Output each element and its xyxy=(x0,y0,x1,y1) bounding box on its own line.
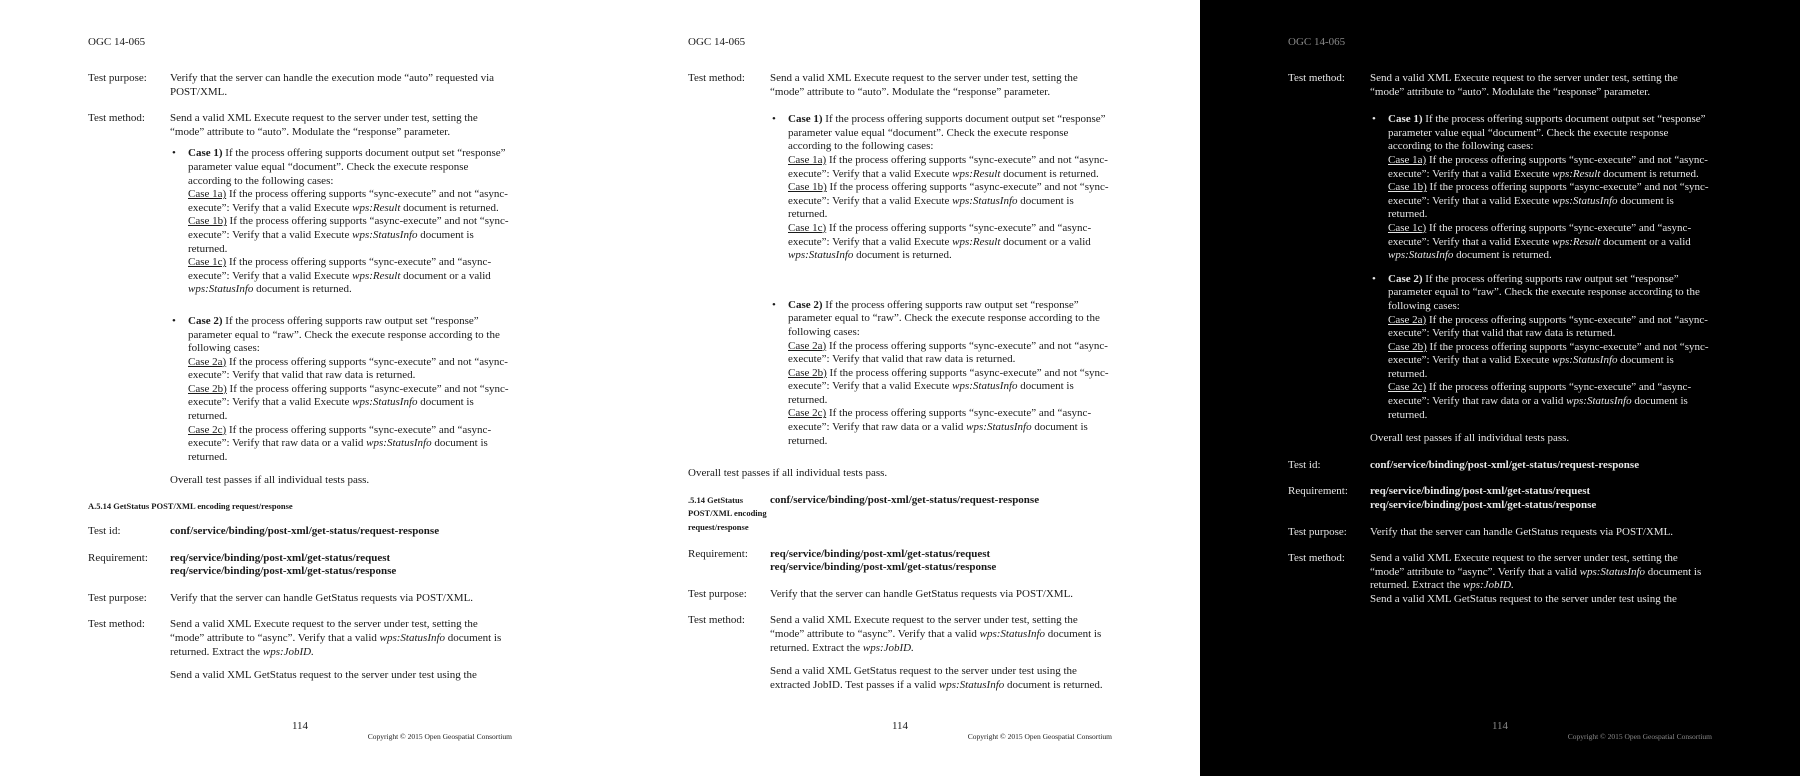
method-text: Send a valid XML Execute request to the server under test, setting the “mode” attribute to “auto”. Modulate the “response” parameter. xyxy=(170,112,478,138)
subcase-label: Case 2a) xyxy=(1388,313,1427,326)
case-title: Case 2) xyxy=(1388,272,1423,285)
subcase-text: If the process offering supports “sync-execute” and not “async-execute”: Verify that a valid Execute xyxy=(188,188,508,214)
method-text-2 xyxy=(770,665,1112,692)
subcase-text: If the process offering supports “async-execute” and not “sync-execute”: Verify that a valid Execute xyxy=(788,181,1109,207)
field-label: Test method: xyxy=(688,614,745,627)
requirement-line: req/service/binding/post-xml/get-status/request xyxy=(170,551,391,564)
test-method-row xyxy=(688,72,1112,458)
subcase-label: Case 2b) xyxy=(188,382,227,395)
method-text: Send a valid XML GetStatus request to the server under test using the xyxy=(1370,593,1677,605)
subcase-text: document is returned. xyxy=(188,396,474,423)
case-list xyxy=(1370,113,1712,422)
case-2 xyxy=(1388,273,1712,423)
test-purpose-row xyxy=(88,72,512,99)
overall-row xyxy=(688,467,1112,481)
field-label: Test purpose: xyxy=(688,587,747,600)
type-name: wps:Result xyxy=(352,201,401,214)
document-id: OGC 14-065 xyxy=(688,36,746,48)
subcase-label: Case 1a) xyxy=(188,188,227,201)
case-intro: If the process offering supports raw output set “response” parameter equal to “raw”. Check the execute response according to the following cases: xyxy=(788,298,1100,338)
method-text: Send a valid XML Execute request to the server under test, setting the “mode” attribute to “async”. Verify that a valid xyxy=(770,614,1078,640)
subcase-text: document is returned. xyxy=(788,194,1074,221)
case-1 xyxy=(1388,113,1712,263)
subcase-text: If the process offering supports “sync-execute” and “async-execute”: Verify that raw data or a valid xyxy=(188,423,492,450)
subcase-text: If the process offering supports “sync-execute” and “async-execute”: Verify that raw data or a valid xyxy=(1388,381,1692,408)
subcase-text: If the process offering supports “sync-execute” and not “async-execute”: Verify that valid that raw data is returned. xyxy=(188,355,508,382)
requirement-line: req/service/binding/post-xml/get-status/response xyxy=(170,565,397,578)
field-value: Verify that the server can handle GetStatus requests via POST/XML. xyxy=(170,591,474,604)
subcase-text: document is returned. xyxy=(1388,354,1674,380)
type-name: wps:StatusInfo xyxy=(1566,395,1632,408)
field-label: Test id: xyxy=(1288,458,1321,471)
type-name: wps:StatusInfo xyxy=(1552,354,1618,367)
case-title: Case 1) xyxy=(788,113,823,126)
subcase-text: document or a valid xyxy=(1003,235,1091,248)
case-1 xyxy=(788,113,1112,263)
field-value xyxy=(1370,72,1712,446)
field-label: Test method: xyxy=(88,618,145,631)
type-name: wps:JobID. xyxy=(862,641,914,654)
type-name: wps:StatusInfo xyxy=(938,678,1005,691)
subcase-text: If the process offering supports “async-execute” and not “sync-execute”: Verify that a valid Execute xyxy=(188,215,509,241)
test-id-row xyxy=(88,525,512,539)
requirement-value xyxy=(1370,485,1712,512)
subcase-label: Case 2c) xyxy=(788,407,827,420)
subcase-text: If the process offering supports “async-execute” and not “sync-execute”: Verify that a valid Execute xyxy=(788,366,1109,393)
copyright: Copyright © 2015 Open Geospatial Consortium xyxy=(1567,732,1712,741)
subcase-label: Case 1c) xyxy=(188,256,227,269)
type-name: wps:StatusInfo xyxy=(1579,565,1646,578)
field-value: Verify that the server can handle the execution mode “auto” requested via POST/XML. xyxy=(170,72,495,98)
subcase-text: document is returned. xyxy=(1456,249,1552,262)
page-content xyxy=(88,72,512,696)
type-name: wps:StatusInfo xyxy=(352,228,418,241)
field-value xyxy=(770,614,1112,692)
type-name: wps:JobID. xyxy=(1462,579,1514,592)
subcase-label: Case 1b) xyxy=(188,215,227,228)
field-label: Requirement: xyxy=(1288,485,1348,498)
subcase-label: Case 1b) xyxy=(788,181,827,194)
subcase-text: If the process offering supports “sync-execute” and not “async-execute”: Verify that a valid Execute xyxy=(788,153,1108,180)
method-text: document is returned. xyxy=(1007,678,1103,691)
method-text: document is returned. Extract the xyxy=(170,632,502,658)
field-label: Requirement: xyxy=(688,547,748,560)
subcase-label: Case 1c) xyxy=(788,221,827,234)
type-name: wps:StatusInfo xyxy=(1388,249,1454,262)
test-id-value: conf/service/binding/post-xml/get-status/request-response xyxy=(170,525,440,538)
type-name: wps:Result xyxy=(1552,235,1601,248)
type-name: wps:StatusInfo xyxy=(952,380,1018,393)
test-id-value: conf/service/binding/post-xml/get-status/request-response xyxy=(770,493,1040,506)
subcase-label: Case 1a) xyxy=(788,153,827,166)
subcase-text: If the process offering supports “sync-execute” and “async-execute”: Verify that a valid Execute xyxy=(188,256,492,282)
subcase-text: document is returned. xyxy=(1388,194,1674,221)
test-id-row xyxy=(688,494,1112,535)
method-text: Send a valid XML Execute request to the server under test, setting the “mode” attribute to “auto”. Modulate the “response” parameter. xyxy=(770,72,1078,98)
subcase-label: Case 2c) xyxy=(188,423,227,436)
type-name: wps:Result xyxy=(952,235,1001,248)
case-2 xyxy=(188,315,512,465)
requirement-row xyxy=(88,552,512,579)
type-name: wps:StatusInfo xyxy=(952,194,1018,207)
type-name: wps:StatusInfo xyxy=(979,628,1046,640)
document-id: OGC 14-065 xyxy=(1288,36,1346,48)
case-intro: If the process offering supports document output set “response” parameter value equal “document”. Check the execute response according to the following cases: xyxy=(788,113,1106,153)
test-method-row xyxy=(1288,552,1712,606)
requirement-line: req/service/binding/post-xml/get-status/request xyxy=(1370,485,1591,498)
field-label: Test method: xyxy=(88,112,145,125)
case-list xyxy=(770,113,1112,448)
case-title: Case 1) xyxy=(188,147,223,160)
page-content xyxy=(1288,72,1712,620)
type-name: wps:StatusInfo xyxy=(966,421,1032,434)
case-title: Case 2) xyxy=(788,298,823,311)
requirement-value xyxy=(770,548,1112,575)
subcase-text: document or a valid xyxy=(1603,235,1691,248)
case-1 xyxy=(188,147,512,297)
requirement-line: req/service/binding/post-xml/get-status/response xyxy=(1370,499,1597,512)
subcase-text: document is returned. xyxy=(256,283,352,296)
type-name: wps:Result xyxy=(352,269,401,282)
test-id-row xyxy=(1288,459,1712,473)
method-text: document is returned. Extract the xyxy=(770,628,1102,654)
requirement-line: req/service/binding/post-xml/get-status/response xyxy=(770,561,997,574)
subcase-label: Case 1c) xyxy=(1388,221,1427,234)
subcase-text: If the process offering supports “async-execute” and not “sync-execute”: Verify that a valid Execute xyxy=(1388,340,1709,367)
document-page-2 xyxy=(600,0,1200,776)
case-title: Case 1) xyxy=(1388,113,1423,126)
subcase-label: Case 2b) xyxy=(788,366,827,379)
subcase-text: document is returned. xyxy=(788,421,1088,447)
subcase-text: document or a valid xyxy=(403,269,491,282)
subcase-label: Case 2a) xyxy=(188,355,227,368)
requirement-row xyxy=(688,548,1112,575)
subcase-text: If the process offering supports “sync-execute” and “async-execute”: Verify that a valid Execute xyxy=(788,221,1092,248)
subcase-text: document is returned. xyxy=(788,380,1074,406)
overall-text: Overall test passes if all individual tests pass. xyxy=(1370,432,1570,445)
field-value xyxy=(770,72,1112,458)
type-name: wps:StatusInfo xyxy=(352,396,418,409)
document-page-1 xyxy=(0,0,600,776)
subcase-text: document is returned. xyxy=(1603,167,1699,180)
requirement-line: req/service/binding/post-xml/get-status/request xyxy=(770,547,991,560)
type-name: wps:StatusInfo xyxy=(188,283,254,296)
case-list xyxy=(170,147,512,464)
subcase-text: document is returned. xyxy=(1388,395,1688,421)
subcase-text: If the process offering supports “sync-execute” and “async-execute”: Verify that a valid Execute xyxy=(1388,221,1692,248)
subcase-text: document is returned. xyxy=(1003,167,1099,180)
subcase-label: Case 2b) xyxy=(1388,340,1427,353)
method-text: Send a valid XML GetStatus request to the server under test using the extracted JobID. Test passes if a valid xyxy=(770,665,1077,691)
subcase-text: If the process offering supports “sync-execute” and not “async-execute”: Verify that a valid Execute xyxy=(1388,153,1708,180)
method-text: Send a valid XML Execute request to the server under test, setting the “mode” attribute to “auto”. Modulate the “response” parameter. xyxy=(1370,72,1678,98)
test-method-row xyxy=(88,618,512,682)
case-title: Case 2) xyxy=(188,314,223,327)
test-id-value: conf/service/binding/post-xml/get-status/request-response xyxy=(1370,458,1640,471)
subcase-text: document is returned. xyxy=(856,249,952,262)
document-page-3-inverted xyxy=(1200,0,1800,776)
subcase-label: Case 2c) xyxy=(1388,381,1427,394)
stray-label: .5.14 GetStatus POST/XML encoding request/response xyxy=(688,494,767,533)
subcase-text: document is returned. xyxy=(188,228,474,255)
test-purpose-row xyxy=(688,588,1112,602)
case-intro: If the process offering supports raw output set “response” parameter equal to “raw”. Check the execute response according to the following cases: xyxy=(1388,272,1700,312)
method-text: Send a valid XML GetStatus request to the server under test using the xyxy=(170,669,477,682)
overall-text: Overall test passes if all individual tests pass. xyxy=(688,467,888,480)
requirement-value xyxy=(170,552,512,579)
test-purpose-row xyxy=(1288,526,1712,540)
page-number: 114 xyxy=(891,720,909,732)
method-text: document is returned. Extract the xyxy=(1370,565,1702,592)
type-name: wps:JobID. xyxy=(262,645,314,658)
field-label: Test id: xyxy=(88,525,121,538)
field-value: Verify that the server can handle GetStatus requests via POST/XML. xyxy=(770,587,1074,600)
type-name: wps:StatusInfo xyxy=(788,249,854,262)
subcase-text: If the process offering supports “async-execute” and not “sync-execute”: Verify that a valid Execute xyxy=(188,382,509,409)
subcase-text: If the process offering supports “sync-execute” and not “async-execute”: Verify that valid that raw data is returned. xyxy=(788,339,1108,366)
field-value xyxy=(170,112,512,488)
copyright: Copyright © 2015 Open Geospatial Consortium xyxy=(967,732,1112,741)
case-intro: If the process offering supports document output set “response” parameter value equal “document”. Check the execute response according to the following cases: xyxy=(1388,113,1706,153)
subcase-text: document is returned. xyxy=(403,201,499,214)
test-method-row xyxy=(1288,72,1712,446)
page-number: 114 xyxy=(1491,720,1509,732)
test-method-row xyxy=(688,614,1112,692)
section-heading: A.5.14 GetStatus POST/XML encoding request/response xyxy=(88,501,293,512)
page-content xyxy=(688,72,1112,705)
field-label: Requirement: xyxy=(88,551,148,564)
field-label: Test purpose: xyxy=(1288,525,1347,538)
subcase-text: If the process offering supports “sync-execute” and “async-execute”: Verify that raw data or a valid xyxy=(788,407,1092,434)
method-text: Send a valid XML Execute request to the server under test, setting the “mode” attribute to “async”. Verify that a valid xyxy=(1370,552,1678,578)
case-intro: If the process offering supports document output set “response” parameter value equal “document”. Check the execute response according to the following cases: xyxy=(188,147,506,187)
field-label: Test purpose: xyxy=(88,72,147,84)
field-label: Test method: xyxy=(1288,552,1345,565)
type-name: wps:StatusInfo xyxy=(366,437,432,450)
subcase-text: If the process offering supports “sync-execute” and not “async-execute”: Verify that valid that raw data is returned. xyxy=(1388,313,1708,340)
subcase-label: Case 1b) xyxy=(1388,181,1427,194)
type-name: wps:Result xyxy=(1552,167,1601,180)
copyright: Copyright © 2015 Open Geospatial Consortium xyxy=(367,732,512,741)
field-value xyxy=(1370,552,1712,606)
field-label: Test purpose: xyxy=(88,591,147,604)
field-value: Verify that the server can handle GetStatus requests via POST/XML. xyxy=(1370,525,1674,538)
test-method-row xyxy=(88,112,512,488)
document-id: OGC 14-065 xyxy=(88,36,146,48)
field-label: Test method: xyxy=(688,72,745,84)
field-label: Test method: xyxy=(1288,72,1345,84)
overall-text: Overall test passes if all individual tests pass. xyxy=(170,474,370,487)
case-intro: If the process offering supports raw output set “response” parameter equal to “raw”. Check the execute response according to the following cases: xyxy=(188,314,500,355)
case-2 xyxy=(788,299,1112,449)
type-name: wps:StatusInfo xyxy=(379,632,446,644)
subcase-label: Case 2a) xyxy=(788,339,827,352)
subcase-label: Case 1a) xyxy=(1388,153,1427,166)
method-text: Send a valid XML Execute request to the server under test, setting the “mode” attribute to “async”. Verify that a valid xyxy=(170,618,478,644)
subcase-text: If the process offering supports “async-execute” and not “sync-execute”: Verify that a valid Execute xyxy=(1388,181,1709,207)
page-number: 114 xyxy=(291,720,309,732)
test-purpose-row xyxy=(88,592,512,606)
subcase-text: document is returned. xyxy=(188,437,488,463)
field-value xyxy=(170,618,512,682)
type-name: wps:Result xyxy=(952,167,1001,180)
requirement-row xyxy=(1288,485,1712,512)
type-name: wps:StatusInfo xyxy=(1552,194,1618,207)
